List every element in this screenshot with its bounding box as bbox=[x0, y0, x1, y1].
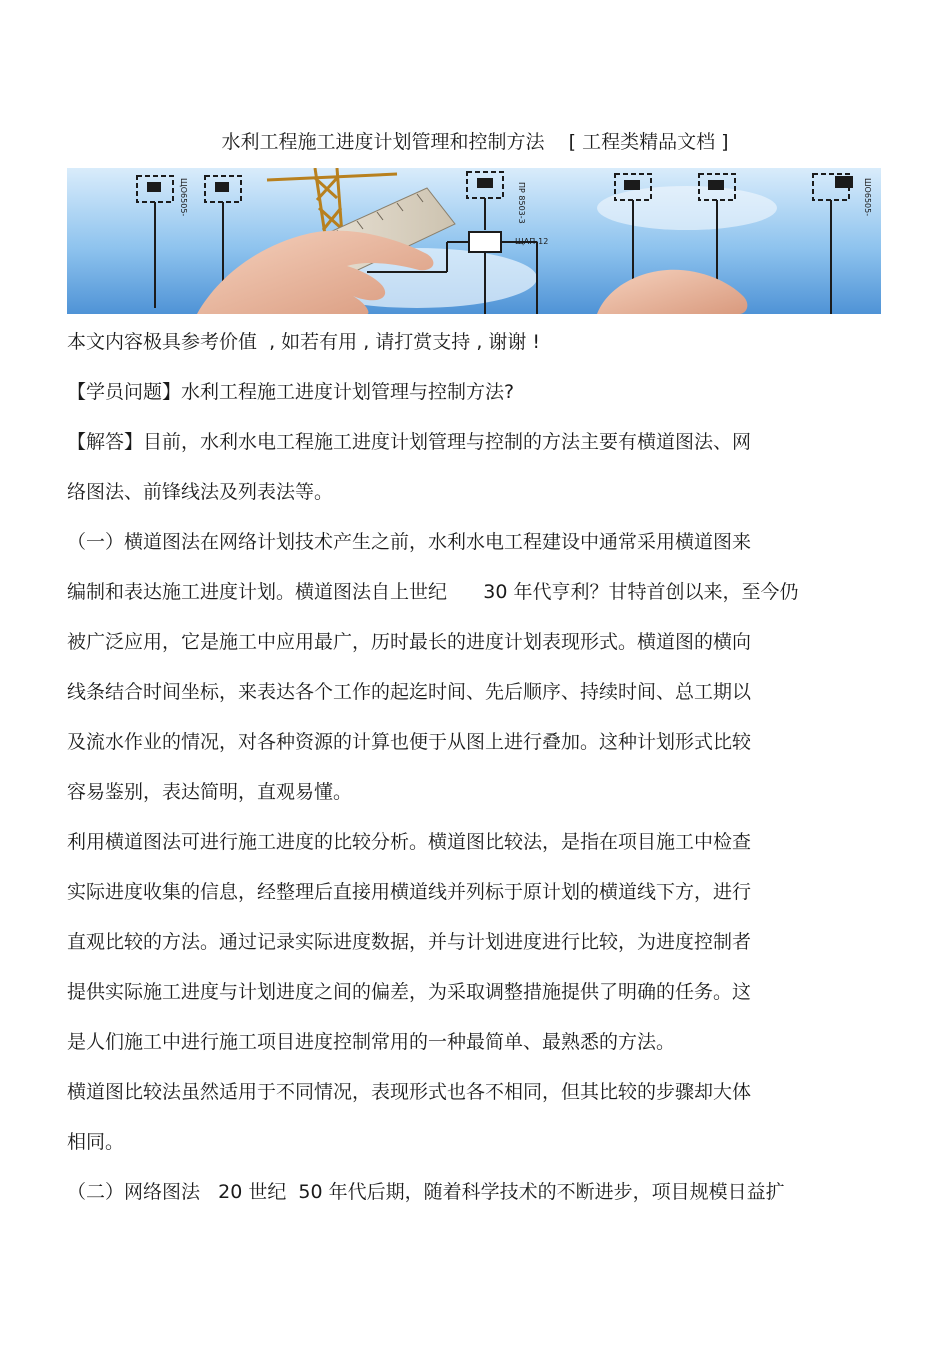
body-line: 提供实际施工进度与计划进度之间的偏差，为采取调整措施提供了明确的任务。这 bbox=[67, 981, 752, 1003]
banner-image bbox=[67, 168, 881, 314]
banner-cloud bbox=[597, 186, 777, 230]
body-line: 络图法、前锋线法及列表法等。 bbox=[67, 481, 334, 503]
body-line: 及流水作业的情况，对各种资源的计算也便于从图上进行叠加。这种计划形式比较 bbox=[67, 731, 752, 753]
document-title: 水利工程施工进度计划管理和控制方法 [ 工程类精品文档 ] bbox=[221, 131, 729, 153]
body-line: 编制和表达施工进度计划。横道图法自上世纪 30 年代亨利？甘特首创以来，至今仍 bbox=[67, 581, 799, 603]
body-line: 横道图比较法虽然适用于不同情况，表现形式也各不相同，但其比较的步骤却大体 bbox=[67, 1081, 752, 1103]
body-line: 【解答】目前，水利水电工程施工进度计划管理与控制的方法主要有横道图法、网 bbox=[67, 431, 752, 453]
body-line: （一）横道图法在网络计划技术产生之前，水利水电工程建设中通常采用横道图来 bbox=[67, 531, 752, 553]
body-line: 容易鉴别，表达简明，直观易懂。 bbox=[67, 781, 353, 803]
body-line: 被广泛应用，它是施工中应用最广，历时最长的进度计划表现形式。横道图的横向 bbox=[67, 631, 752, 653]
intro-note: 本文内容极具参考价值 , 如若有用 , 请打赏支持 , 谢谢 ! bbox=[67, 331, 541, 353]
body-line: （二）网络图法 20 世纪 50 年代后期，随着科学技术的不断进步，项目规模日益扩 bbox=[67, 1181, 785, 1203]
body-line: 线条结合时间坐标，来表达各个工作的起迄时间、先后顺序、持续时间、总工期以 bbox=[67, 681, 752, 703]
banner-label: ЩАП-12 bbox=[515, 237, 549, 246]
body-line: 直观比较的方法。通过记录实际进度数据，并与计划进度进行比较，为进度控制者 bbox=[67, 931, 752, 953]
body-line: 是人们施工中进行施工项目进度控制常用的一种最简单、最熟悉的方法。 bbox=[67, 1031, 676, 1053]
body-line: 利用横道图法可进行施工进度的比较分析。横道图比较法，是指在项目施工中检查 bbox=[67, 831, 752, 853]
banner-label: ШО6505- bbox=[863, 178, 872, 217]
body-line: 相同。 bbox=[67, 1131, 125, 1153]
question-line: 【学员问题】水利工程施工进度计划管理与控制方法? bbox=[67, 381, 515, 403]
body-line: 实际进度收集的信息，经整理后直接用横道线并列标于原计划的横道线下方，进行 bbox=[67, 881, 752, 903]
banner-label: ПР 8503-3 bbox=[517, 182, 526, 224]
schematic-switch bbox=[469, 232, 501, 252]
banner-label: ЩО6505- bbox=[179, 178, 188, 217]
